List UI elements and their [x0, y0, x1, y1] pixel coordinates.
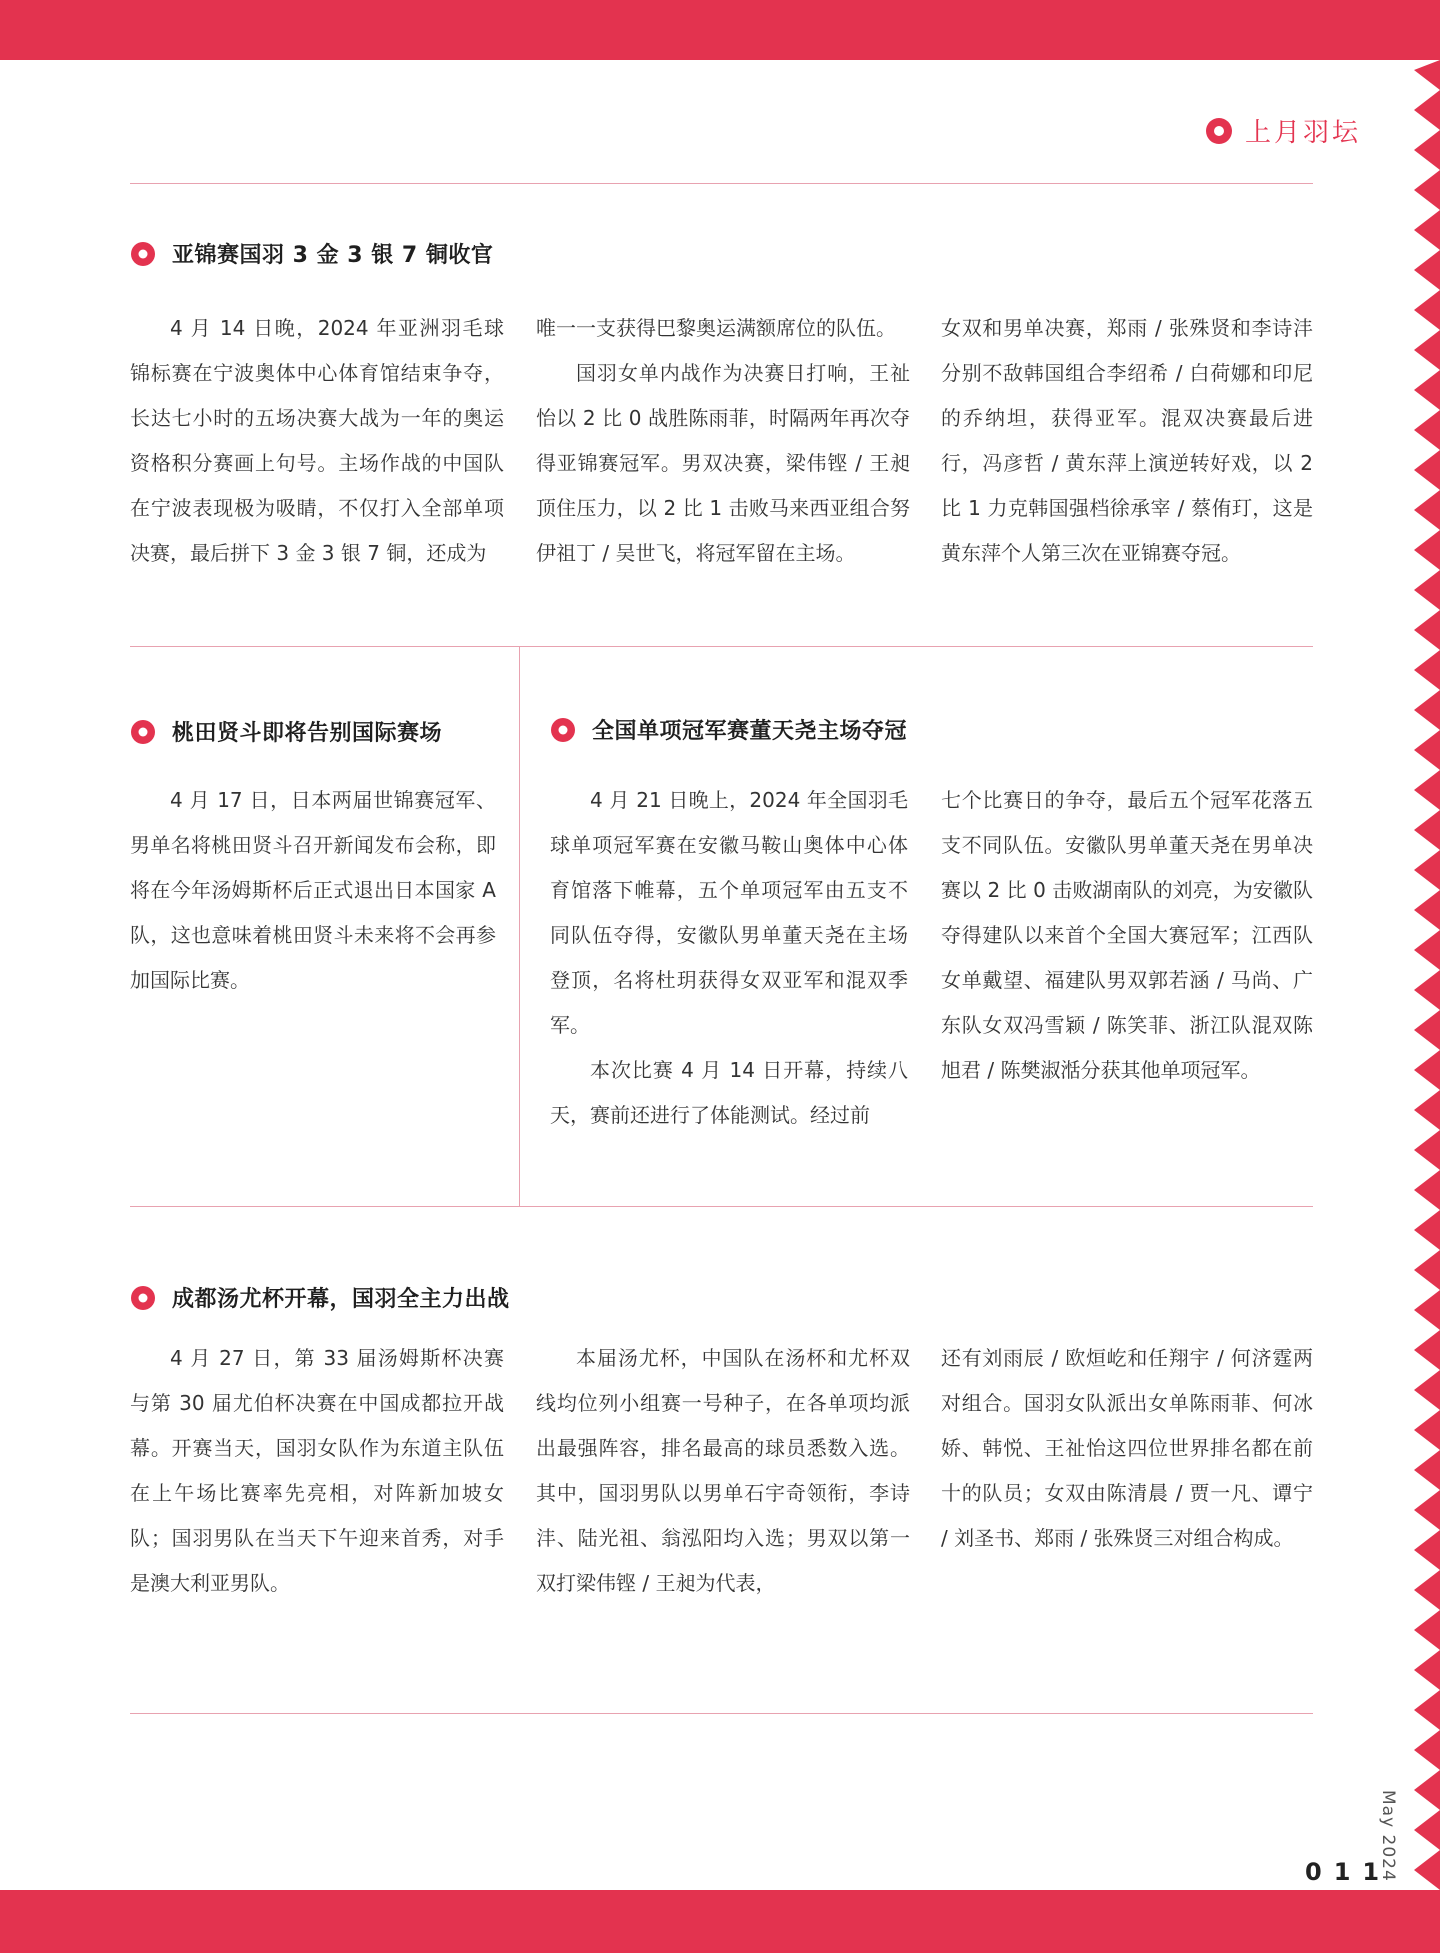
- article-1-col-3: [941, 306, 1313, 576]
- paragraph: 还有刘雨辰 / 欧烜屹和任翔宇 / 何济霆两对组合。国羽女队派出女单陈雨菲、何冰娇、韩悦、王祉怡这四位世界排名都在前十的队员；女双由陈清晨 / 贾一凡、谭宁 / 刘圣书、郑雨 / 张殊贤三对组合构成。: [941, 1346, 1313, 1550]
- page-number: 011: [1305, 1858, 1392, 1886]
- article-2-title: 桃田贤斗即将告别国际赛场: [172, 721, 443, 746]
- paragraph: 国羽女单内战作为决赛日打响，王祉怡以 2 比 0 战胜陈雨菲，时隔两年再次夺得亚锦赛冠军。男双决赛，梁伟铿 / 王昶顶住压力，以 2 比 1 击败马来西亚组合努伊祖丁 / 吴世飞，将冠军留在主场。: [536, 361, 910, 565]
- article-1-title: 亚锦赛国羽 3 金 3 银 7 铜收官: [172, 243, 494, 268]
- paragraph: 女双和男单决赛，郑雨 / 张殊贤和李诗沣分别不敌韩国组合李绍希 / 白荷娜和印尼的乔纳坦，获得亚军。混双决赛最后进行，冯彦哲 / 黄东萍上演逆转好戏，以 2 比 1 力克韩国强档徐承宰 / 蔡侑玎，这是黄东萍个人第三次在亚锦赛夺冠。: [941, 316, 1313, 565]
- article-4-col-3: [941, 1336, 1313, 1561]
- article-2-col-1: [130, 778, 496, 1003]
- article-3-col-2: [941, 778, 1313, 1093]
- article-3-title: 全国单项冠军赛董天尧主场夺冠: [592, 719, 908, 744]
- article-2-heading: [130, 716, 442, 747]
- paragraph: 七个比赛日的争夺，最后五个冠军花落五支不同队伍。安徽队男单董天尧在男单决赛以 2 比 0 击败湖南队的刘亮，为安徽队夺得建队以来首个全国大赛冠军；江西队女单戴望、福建队男双郭若涵 / 马尚、广东队女双冯雪颖 / 陈笑菲、浙江队混双陈旭君 / 陈樊淑湉分获其他单项冠军。: [941, 788, 1313, 1082]
- target-dot-icon: [550, 717, 576, 743]
- rule-top: [130, 183, 1313, 184]
- section-label: [1205, 112, 1361, 149]
- article-3-col-1: [550, 778, 908, 1138]
- paragraph: 4 月 14 日晚，2024 年亚洲羽毛球锦标赛在宁波奥体中心体育馆结束争夺，长达七小时的五场决赛大战为一年的奥运资格积分赛画上句号。主场作战的中国队在宁波表现极为吸睛，不仅打入全部单项决赛，最后拼下 3 金 3 银 7 铜，还成为: [130, 316, 504, 565]
- article-1-heading: [130, 238, 493, 269]
- paragraph: 4 月 21 日晚上，2024 年全国羽毛球单项冠军赛在安徽马鞍山奥体中心体育馆落下帷幕，五个单项冠军由五支不同队伍夺得，安徽队男单董天尧在主场登顶，名将杜玥获得女双亚军和混双季军。: [550, 788, 908, 1037]
- issue-month: May 2024: [1378, 1790, 1398, 1882]
- paragraph: 本届汤尤杯，中国队在汤杯和尤杯双线均位列小组赛一号种子，在各单项均派出最强阵容，排名最高的球员悉数入选。其中，国羽男队以男单石宇奇领衔，李诗沣、陆光祖、翁泓阳均入选；男双以第一双打梁伟铿 / 王昶为代表，: [536, 1346, 910, 1595]
- section-label-text: 上月羽坛: [1245, 118, 1362, 148]
- paragraph: 4 月 17 日，日本两届世锦赛冠军、男单名将桃田贤斗召开新闻发布会称，即将在今年汤姆斯杯后正式退出日本国家 A 队，这也意味着桃田贤斗未来将不会再参加国际比赛。: [130, 788, 496, 992]
- target-dot-icon: [130, 241, 156, 267]
- article-3-heading: [550, 714, 907, 745]
- rule-after-row-2: [130, 1206, 1313, 1207]
- right-zigzag-border: [1410, 60, 1440, 1890]
- rule-bottom: [130, 1713, 1313, 1714]
- article-1-col-2: [536, 306, 910, 576]
- target-dot-icon: [130, 719, 156, 745]
- article-4-title: 成都汤尤杯开幕，国羽全主力出战: [172, 1287, 510, 1312]
- target-dot-icon: [130, 1285, 156, 1311]
- article-4-col-2: [536, 1336, 910, 1606]
- target-dot-icon: [1205, 117, 1233, 145]
- rule-after-article-1: [130, 646, 1313, 647]
- top-color-band: [0, 0, 1440, 60]
- article-4-heading: [130, 1282, 510, 1313]
- paragraph: 唯一一支获得巴黎奥运满额席位的队伍。: [536, 316, 896, 340]
- rule-vertical-divider: [519, 646, 520, 1206]
- article-4-col-1: [130, 1336, 504, 1606]
- article-1-col-1: [130, 306, 504, 576]
- paragraph: 4 月 27 日，第 33 届汤姆斯杯决赛与第 30 届尤伯杯决赛在中国成都拉开战幕。开赛当天，国羽女队作为东道主队伍在上午场比赛率先亮相，对阵新加坡女队；国羽男队在当天下午迎来首秀，对手是澳大利亚男队。: [130, 1346, 504, 1595]
- bottom-color-band: [0, 1890, 1440, 1953]
- paragraph: 本次比赛 4 月 14 日开幕，持续八天，赛前还进行了体能测试。经过前: [550, 1058, 908, 1127]
